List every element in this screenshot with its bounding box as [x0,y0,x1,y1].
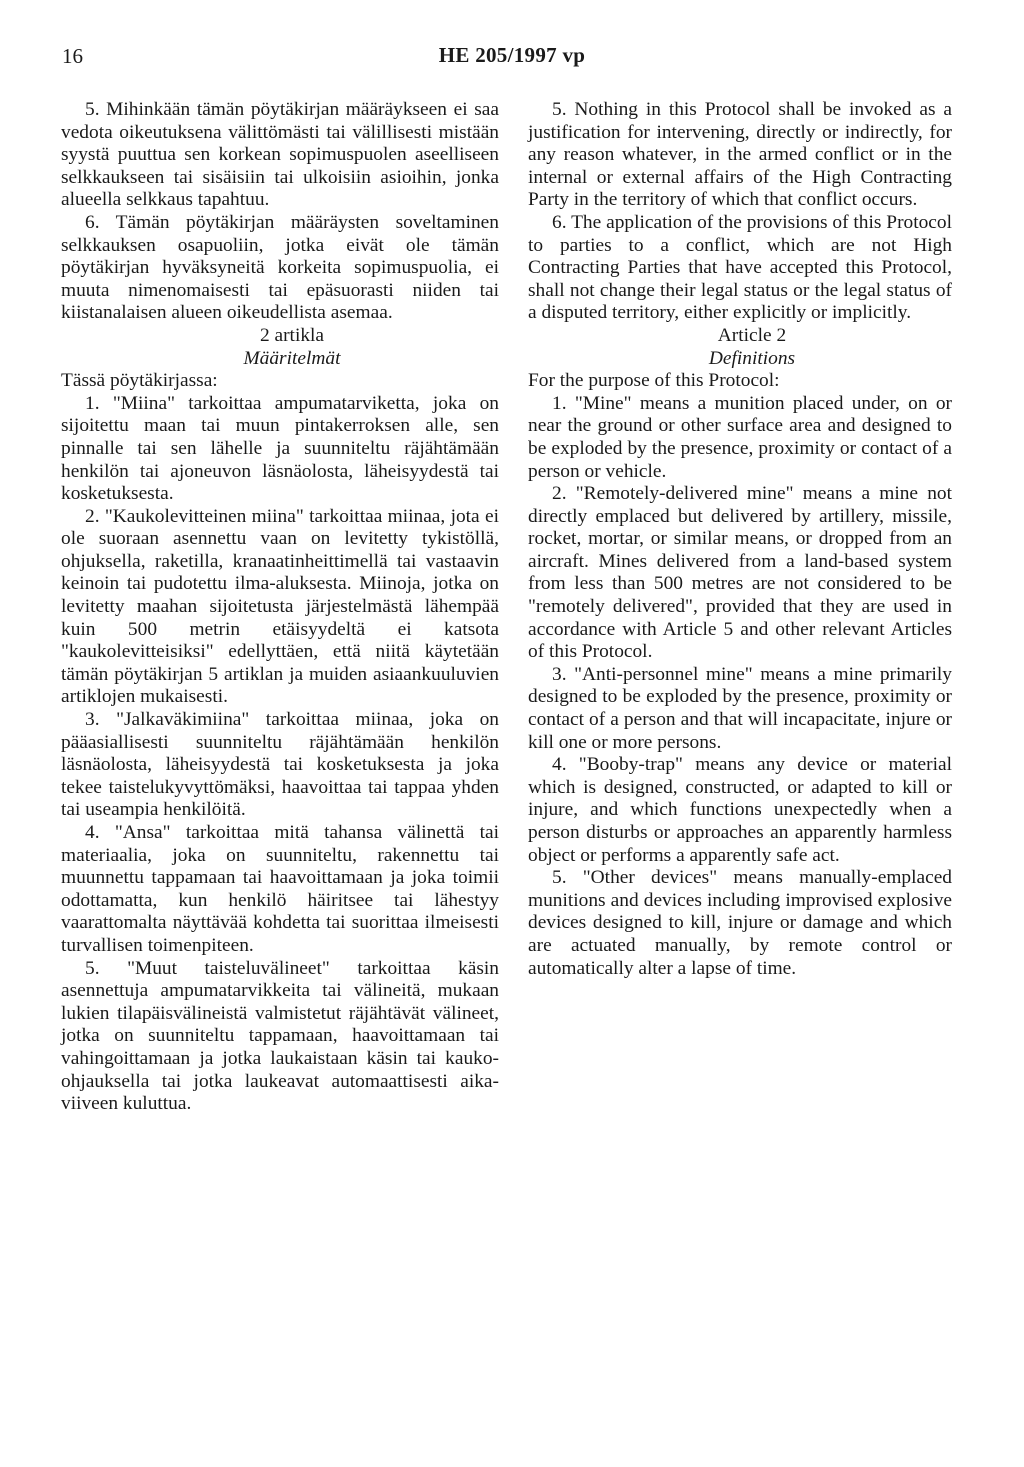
en-paragraph-6: 6. The application of the provisions of this Protocol to parties to a conflict, which are not High Contracting Parties that have accepted this Protocol, shall not change their legal status or the legal status of a disputed territory, either explicitly or implicitly. [528,211,952,324]
en-article-heading: Article 2 [717,324,787,346]
en-definitions-intro: For the purpose of this Protocol: [528,370,780,392]
en-definition-5: 5. "Other devices" means manually-emplaced munitions and devices including improvised explosive devices designed to kill, injure or damage and which are actuated manually, by remote control or automatically alter a lapse of time. [528,867,952,979]
fi-definition-4: 4. "Ansa" tarkoittaa mitä tahansa välinettä tai materiaalia, joka on suunniteltu, rakennettu tai muunnettu tappamaan tai haavoittamaan ja joka toimii odottamatta, kun henkilö häiritsee tai lähestyy vaarattomalta näyttävää kohdetta tai suorittaa ilmeisesti turvallisen toimenpiteen. [61,822,499,956]
finnish-column [61,99,499,1116]
en-definition-1: 1. "Mine" means a munition placed under, on or near the ground or other surface area and designed to be exploded by the presence, proximity or contact of a person or vehicle. [528,392,952,482]
en-definition-4: 4. "Booby-trap" means any device or material which is designed, constructed, or adapted to kill or injure, and which functions unexpectedly when a person disturbs or approaches an apparently harmless object or performs a apparently safe act. [528,754,952,866]
page-number: 16 [62,44,83,68]
fi-article-title: Määritelmät [243,347,341,369]
fi-paragraph-5: 5. Mihinkään tämän pöytäkirjan määräykseen ei saa vedota oikeutuksena välittömästi tai välillisesti mistään syystä puuttua sen korkean sopimuspuolen aseelliseen selkkaukseen tai sisäisiin tai ulkoisiin asioihin, jonka alueella selkkaus tapahtuu. [61,99,499,211]
fi-definitions-intro: Tässä pöytäkirjassa: [61,370,218,392]
english-column [528,99,952,980]
fi-paragraph-6: 6. Tämän pöytäkirjan määräysten soveltaminen selkkauksen osapuoliin, jotka eivät ole tämän pöytäkirjan hyväksyneitä korkeita sopimuspuolia, ei muuta nimenomaisesti tai epäsuorasti niiden tai kiistanalaisen alueen oikeudellista asemaa. [61,211,499,324]
en-paragraph-5: 5. Nothing in this Protocol shall be invoked as a justification for intervening, directly or indirectly, for any reason whatever, in the armed conflict or in the internal or external affairs of the High Contracting Party in the territory of which that conflict occurs. [528,99,952,211]
fi-definition-3: 3. "Jalkaväkimiina" tarkoittaa miinaa, joka on pääasiallisesti suunniteltu räjähtämään henkilön läsnäolosta, läheisyydestä tai kosketuksesta ja joka tekee taistelukyvyttömäksi, haavoittaa tai tappaa yhden tai useampia henkilöitä. [61,709,499,821]
en-definition-3: 3. "Anti-personnel mine" means a mine primarily designed to be exploded by the presence, proximity or contact of a person and that will incapacitate, injure or kill one or more persons. [528,663,952,753]
fi-definition-2: 2. "Kaukolevitteinen miina" tarkoittaa miinaa, jota ei ole suoraan asennettu vaan on levitetty tykistöllä, ohjuksella, raketilla, kranaatinheittimellä tai vastaavin keinoin tai pudotettu ilma-aluksesta. Miinoja, jotka on levitetty maahan sijoitetusta järjestelmästä lähempää kuin 500 metrin etäisyydeltä ei katsota "kaukolevitteisiksi" edellyttäen, että niitä käytetään tämän pöytäkirjan 5 artiklan ja muiden asiaankuuluvien artiklojen mukaisesti. [61,505,499,708]
en-definition-2: 2. "Remotely-delivered mine" means a mine not directly emplaced but delivered by artillery, missile, rocket, mortar, or similar means, or dropped from an aircraft. Mines delivered from a land-based system from less than 500 metres are not considered to be "remotely delivered", provided that they are used in accordance with Article 5 and other relevant Articles of this Protocol. [528,483,952,663]
en-article-title: Definitions [708,347,796,369]
running-head: HE 205/1997 vp [438,43,586,67]
fi-definition-5: 5. "Muut taisteluvälineet" tarkoittaa käsin asennettuja ampumatarvikkeita tai välineitä, mukaan lukien tilapäisvälineistä valmistetut räjähtävät välineet, jotka on suunniteltu tappamaan, haavoittamaan tai vahingoittamaan ja jotka laukaistaan käsin tai kauko-ohjauksella tai jotka laukeavat automaattisesti aikaviiveen kuluttua. [61,957,499,1115]
fi-definition-1: 1. "Miina" tarkoittaa ampumatarviketta, joka on sijoitettu maan tai muun pintakerroksen alle, sen pinnalle tai sen lähelle ja suunniteltu räjähtämään henkilön tai ajoneuvon läsnäolosta, läheisyydestä tai kosketuksesta. [61,392,499,505]
fi-article-heading: 2 artikla [259,324,325,346]
